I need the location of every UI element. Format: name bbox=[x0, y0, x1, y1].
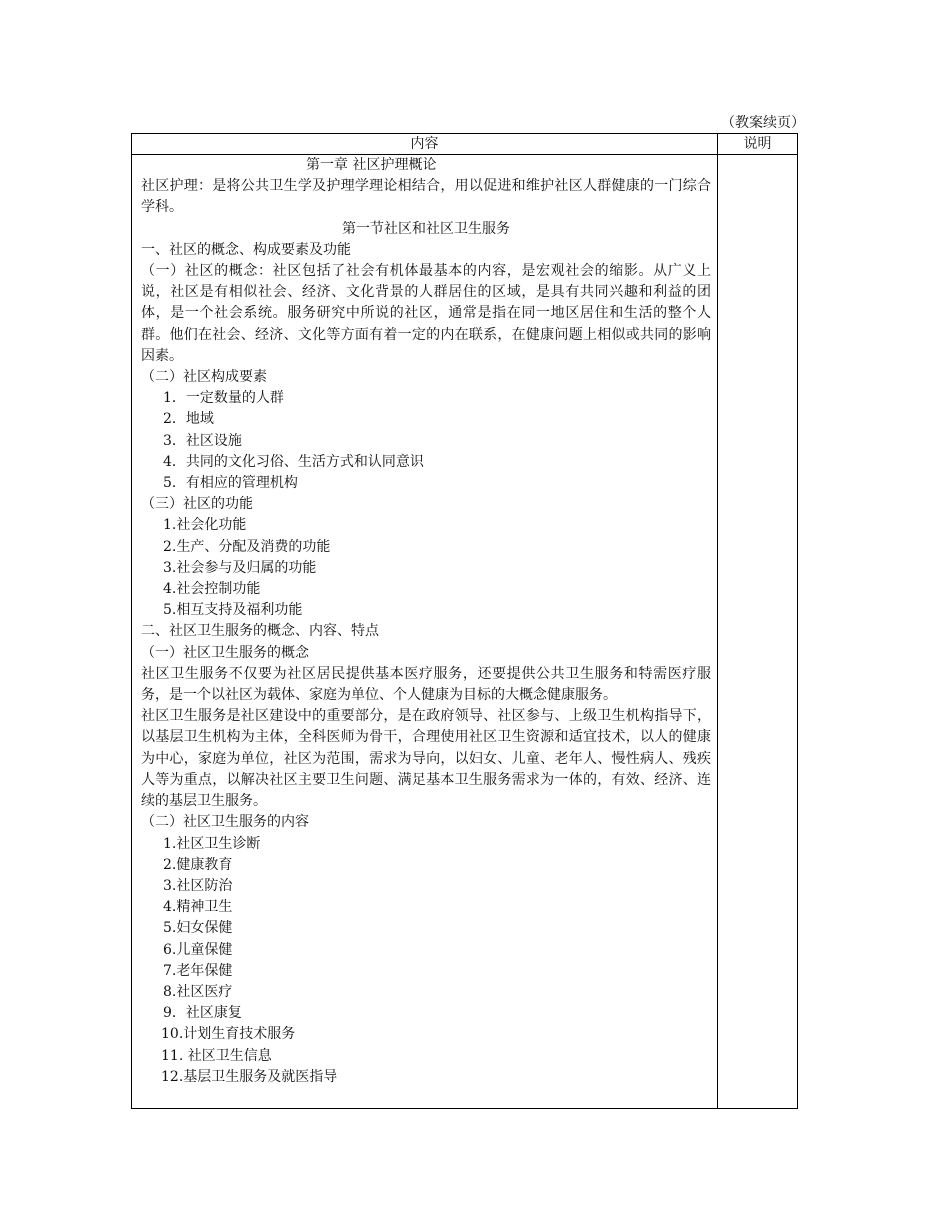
list-item: 2.健康教育 bbox=[163, 856, 233, 873]
chapter-title: 第一章 社区护理概论 bbox=[306, 157, 437, 173]
header-note: 说明 bbox=[743, 136, 772, 152]
service-paragraph-2: 社区卫生服务是社区建设中的重要部分，是在政府领导、社区参与、上级卫生机构指导下，以基层卫生机构为主体，全科医师为骨干，合理使用社区卫生资源和适宜技术，以人的健康为中心，家庭为单位，社区为范围，需求为导向，以妇女、儿童、老年人、慢性病人、残疾人等为重点，以解决社区主要卫生问题、满足基本卫生服务需求为一体的，有效、经济、连续的基层卫生服务。 bbox=[141, 708, 711, 810]
list-item: 11. 社区卫生信息 bbox=[161, 1047, 272, 1064]
list-item: 3.社区防治 bbox=[163, 877, 233, 894]
elements-title: （二）社区构成要素 bbox=[141, 369, 267, 386]
column-divider bbox=[717, 134, 718, 1108]
lesson-plan-table bbox=[131, 133, 798, 1109]
list-item: 2．地域 bbox=[163, 411, 214, 428]
list-item: 1.社会化功能 bbox=[163, 517, 247, 534]
definition-paragraph: 社区护理：是将公共卫生学及护理学理论相结合，用以促进和维护社区人群健康的一门综合学科。 bbox=[141, 178, 711, 216]
community-concept-paragraph: （一）社区的概念：社区包括了社会有机体最基本的内容，是宏观社会的缩影。从广义上说，社区是有相似社会、经济、文化背景的人群居住的区域，是具有共同兴趣和利益的团体，是一个社会系统。服务研究中所说的社区，通常是指在同一地区居住和生活的整个人群。他们在社会、经济、文化等方面有着一定的内在联系，在健康问题上相似或共同的影响因素。 bbox=[141, 263, 711, 364]
list-item: 8.社区医疗 bbox=[163, 983, 233, 1000]
list-item: 3.社会参与及归属的功能 bbox=[163, 559, 317, 576]
list-item: 9．社区康复 bbox=[163, 1005, 242, 1022]
continuation-label: （教案续页） bbox=[721, 115, 805, 131]
list-item: 5.妇女保健 bbox=[163, 920, 233, 937]
list-item: 4.社会控制功能 bbox=[163, 581, 261, 598]
list-item: 1.社区卫生诊断 bbox=[163, 835, 261, 852]
list-item: 10.计划生育技术服务 bbox=[161, 1026, 296, 1043]
content-cell bbox=[141, 155, 711, 1088]
service-concept-title: （一）社区卫生服务的概念 bbox=[141, 644, 309, 661]
header-content: 内容 bbox=[410, 136, 439, 152]
service-paragraph-1: 社区卫生服务不仅要为社区居民提供基本医疗服务，还要提供公共卫生服务和特需医疗服务，是一个以社区为载体、家庭为单位、个人健康为目标的大概念健康服务。 bbox=[141, 665, 711, 704]
list-item: 7.老年保健 bbox=[163, 962, 233, 979]
list-item: 6.儿童保健 bbox=[163, 941, 233, 958]
list-item: 5．有相应的管理机构 bbox=[163, 475, 298, 492]
list-item: 5.相互支持及福利功能 bbox=[163, 602, 303, 619]
list-item: 2.生产、分配及消费的功能 bbox=[163, 538, 331, 555]
list-item: 12.基层卫生服务及就医指导 bbox=[161, 1068, 338, 1085]
part1-title: 一、社区的概念、构成要素及功能 bbox=[141, 241, 351, 258]
list-item: 1．一定数量的人群 bbox=[163, 390, 284, 407]
section-title: 第一节社区和社区卫生服务 bbox=[342, 220, 510, 237]
list-item: 4.精神卫生 bbox=[163, 899, 233, 916]
table-header-row bbox=[132, 134, 797, 155]
functions-title: （三）社区的功能 bbox=[141, 496, 253, 513]
service-content-title: （二）社区卫生服务的内容 bbox=[141, 814, 309, 831]
part2-title: 二、社区卫生服务的概念、内容、特点 bbox=[141, 623, 379, 640]
list-item: 3．社区设施 bbox=[163, 432, 242, 449]
list-item: 4．共同的文化习俗、生活方式和认同意识 bbox=[163, 453, 424, 470]
